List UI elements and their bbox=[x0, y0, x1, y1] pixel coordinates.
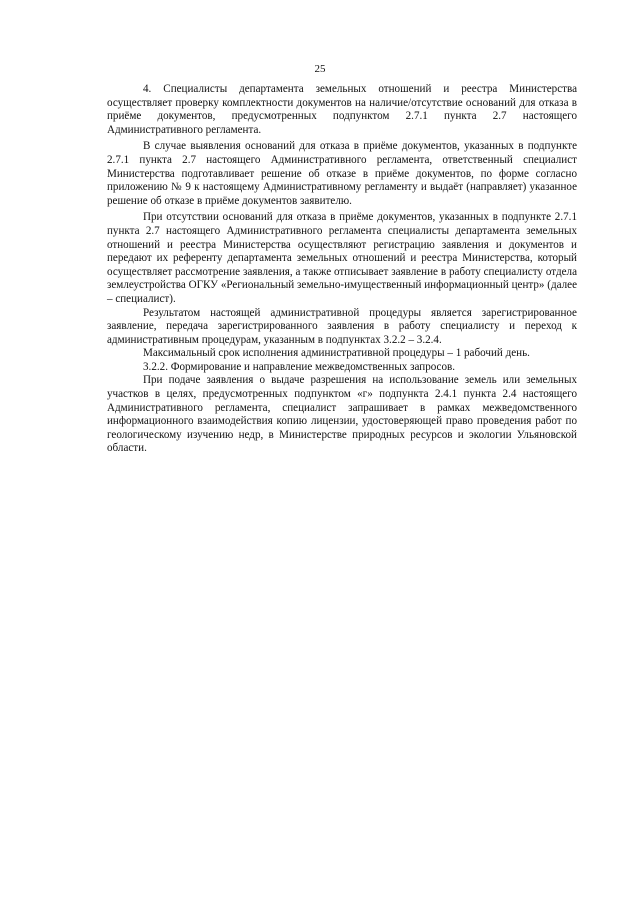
document-body bbox=[107, 83, 577, 456]
section-heading-3-2-2: 3.2.2. Формирование и направление межведомственных запросов. bbox=[143, 360, 456, 373]
paragraph-2: В случае выявления оснований для отказа в приёме документов, указанных в подпункте 2.7.1 пункта 2.7 настоящего Административного регламента, ответственный специалист Министерства подготавливает решение об отказе в приёме документов, по форме согласно приложению № 9 к настоящему Административному регламенту и выдаёт (направляет) указанное решение об отказе в приёме документов заявителю. bbox=[107, 140, 577, 207]
paragraph-3: При отсутствии оснований для отказа в приёме документов, указанных в подпункте 2.7.1 пункта 2.7 настоящего Административного регламента специалисты департамента земельных отношений и реестра Министерства осуществляют регистрацию заявления и документов и передают их референту департамента земельных отношений и реестра Министерства, который осуществляет рассмотрение заявления, а также отписывает заявление в работу специалисту отдела землеустройства ОГКУ «Региональный земельно-имущественный информационный центр» (далее – специалист). bbox=[107, 211, 577, 305]
paragraph-4: Результатом настоящей административной процедуры является зарегистрированное заявление, передача зарегистрированного заявления в работу специалисту и переход к административным процедурам, указанным в подпунктах 3.2.2 – 3.2.4. bbox=[107, 306, 577, 346]
page-number: 25 bbox=[314, 63, 326, 75]
paragraph-5: Максимальный срок исполнения административной процедуры – 1 рабочий день. bbox=[143, 347, 530, 360]
paragraph-1: 4. Специалисты департамента земельных отношений и реестра Министерства осуществляет проверку комплектности документов на наличие/отсутствие оснований для отказа в приёме документов, предусмотренных подпунктом 2.7.1 пункта 2.7 настоящего Административного регламента. bbox=[107, 83, 577, 136]
paragraph-7: При подаче заявления о выдаче разрешения на использование земель или земельных участков в целях, предусмотренных подпунктом «г» подпункта 2.4.1 пункта 2.4 настоящего Административного регламента, специалист запрашивает в рамках межведомственного информационного взаимодействия копию лицензии, удостоверяющей право проведения работ по геологическому изучению недр, в Министерстве природных ресурсов и экологии Ульяновской области. bbox=[107, 374, 577, 455]
